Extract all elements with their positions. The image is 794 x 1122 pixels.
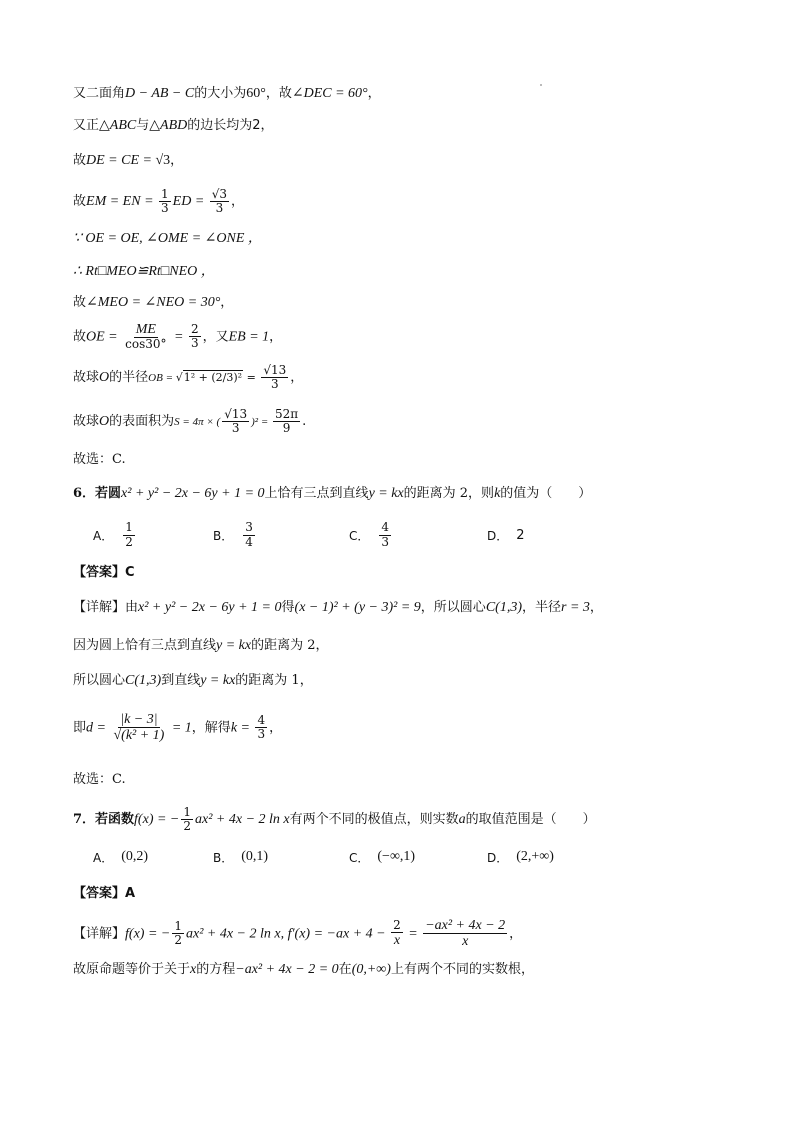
math: ax² + 4x − 2 ln x <box>195 812 290 828</box>
solution-line-9: 故球O的半径OB = √1² + (2/3)² = $\frac{√13}{3}$ ， <box>73 363 304 392</box>
option-d[interactable]: D． 2 <box>487 527 525 543</box>
math: x² + y² − 2x − 6y + 1 = 0 <box>121 486 265 501</box>
math: f(x) = − <box>125 926 171 942</box>
solution-line-1 <box>73 86 734 103</box>
math: d = <box>86 720 110 736</box>
text: 的距离为 2，则 <box>403 486 495 501</box>
text: ， <box>170 153 184 168</box>
math: f(x) = − <box>134 812 180 828</box>
question-6-stem <box>73 486 734 503</box>
question-6-detail-5: 故选：C. <box>73 772 126 787</box>
option-a[interactable]: A． (0,2) <box>93 849 149 865</box>
math: y = kx <box>216 638 252 653</box>
math: OB = <box>148 372 176 385</box>
math: ∠MEO = ∠NEO = 30° <box>86 295 221 310</box>
option-c[interactable]: C． $\frac{4}{3}$ <box>349 520 390 549</box>
math: x² + y² − 2x − 6y + 1 = 0 <box>138 600 282 615</box>
math: x <box>190 962 197 977</box>
text: 2 <box>252 118 261 133</box>
question-number: 6．若圆 <box>73 486 122 501</box>
text: ， <box>269 329 283 345</box>
solution-line-2 <box>73 118 734 135</box>
text: 【详解】 <box>73 926 126 942</box>
math: D − AB − C <box>125 86 195 101</box>
math: −ax² + 4x − 2 = 0 <box>235 962 339 977</box>
text: 故 <box>73 295 87 310</box>
text: 的方程 <box>196 962 236 977</box>
text: 故 <box>73 329 87 345</box>
text: 上有两个不同的实数根， <box>390 962 534 977</box>
text: 所以圆心 <box>73 673 126 688</box>
text: 故 <box>73 194 87 210</box>
solution-line-8 <box>73 322 734 352</box>
fraction: $\frac{4}{3}$ <box>257 713 266 742</box>
text: 故原命题等价于关于 <box>73 962 191 977</box>
math: O <box>99 414 110 430</box>
sqrt-expression: 1² + (2/3)² <box>183 371 243 385</box>
math: EM = EN = <box>86 194 158 210</box>
question-7-stem <box>73 806 734 833</box>
text: 在 <box>338 962 352 977</box>
math: ∠DEC = 60° <box>291 86 368 101</box>
fraction: $\frac{ME}{\cos 30^\circ}$ <box>125 322 167 352</box>
text: 即 <box>73 720 87 736</box>
text: ， <box>260 118 274 133</box>
math: (x − 1)² + (y − 3)² = 9 <box>294 600 421 615</box>
text: ， <box>589 600 603 615</box>
text: ，又 <box>202 329 229 345</box>
text: 的距离为 2， <box>251 638 329 653</box>
question-7-options <box>93 840 693 874</box>
text: ， <box>509 926 523 942</box>
fraction: $\frac{\text{−ax² + 4x − 2}}{x}$ <box>425 918 506 950</box>
math: k = <box>230 720 254 736</box>
math: y = kx <box>368 486 404 501</box>
text: 的表面积为 <box>109 414 175 430</box>
fraction: $\frac{1}{2}$ <box>174 919 182 948</box>
math: r = 3 <box>561 600 590 615</box>
solution-line-5: ∵ OE = OE, ∠OME = ∠ONE ， <box>73 231 262 246</box>
text: 又正 <box>73 118 100 133</box>
question-6-detail-3 <box>73 673 734 690</box>
fraction: $\frac{√13}{3}$ <box>263 363 287 392</box>
fraction: $\frac{|k - 3|}{\text{√(k² + 1)}}$ <box>113 712 165 744</box>
question-6-options <box>93 518 693 552</box>
text: 得 <box>281 600 295 615</box>
math: 60° <box>246 86 266 101</box>
text: 故球 <box>73 414 100 430</box>
math: a <box>458 812 466 828</box>
math: EB = 1 <box>228 329 270 345</box>
text: ， <box>367 86 381 101</box>
math: ED = <box>172 194 208 210</box>
math: S = 4π × ( <box>174 416 221 429</box>
text: 的距离为 1， <box>235 673 313 688</box>
text: ， <box>269 720 283 736</box>
question-7-detail-1 <box>73 918 734 950</box>
math: = <box>404 926 422 942</box>
text: ，半径 <box>521 600 561 615</box>
question-number: 7．若函数 <box>73 812 135 828</box>
text: 又二面角 <box>73 86 126 101</box>
text: 到直线 <box>161 673 201 688</box>
math: C(1,3) <box>125 673 162 688</box>
math: √3 <box>155 153 171 168</box>
math: △ABD <box>149 118 188 133</box>
math: O <box>99 370 110 386</box>
solution-line-7 <box>73 295 734 312</box>
text: 故 <box>73 153 87 168</box>
fraction: $\frac{√3}{3}$ <box>211 187 228 216</box>
text: 的大小为 <box>194 86 247 101</box>
solution-line-11: 故选：C. <box>73 452 126 467</box>
math: OE = <box>86 329 122 345</box>
fraction: $\frac{√13}{3}$ <box>224 407 248 436</box>
solution-line-10 <box>73 408 734 435</box>
question-6-detail-1 <box>73 600 734 617</box>
text: 的值为（ ） <box>500 486 592 501</box>
math: C(1,3) <box>485 600 522 615</box>
text: . <box>302 414 307 430</box>
math: (0,+∞) <box>351 962 391 977</box>
solution-line-3 <box>73 153 734 170</box>
text: 的取值范围是（ ） <box>465 812 596 828</box>
math: y = kx <box>200 673 236 688</box>
text: 故球 <box>73 370 100 386</box>
fraction: $\frac{1}{3}$ <box>161 187 169 216</box>
solution-line-4 <box>73 188 734 215</box>
math: k <box>494 486 501 501</box>
question-6-detail-4 <box>73 712 734 744</box>
question-6-detail-2 <box>73 638 734 655</box>
text: ， <box>220 295 234 310</box>
question-7-detail-2 <box>73 962 734 979</box>
text: 因为圆上恰有三点到直线 <box>73 638 217 653</box>
math: = <box>170 329 187 345</box>
fraction: $\frac{1}{2}$ <box>183 805 192 834</box>
text: ， <box>290 370 304 386</box>
text: ，解得 <box>191 720 231 736</box>
math: DE = CE = <box>86 153 156 168</box>
fraction: $\frac{2}{x}$ <box>393 918 401 949</box>
text: 有两个不同的极值点，则实数 <box>289 812 459 828</box>
text: 的边长均为 <box>187 118 253 133</box>
option-c[interactable]: C． (−∞,1) <box>349 849 416 865</box>
text: ，所以圆心 <box>420 600 486 615</box>
math: )² = <box>251 416 271 429</box>
fraction: $\frac{2}{3}$ <box>190 322 199 351</box>
solution-line-6: ∴ Rt□MEO≌Rt□NEO ， <box>73 264 215 279</box>
option-b[interactable]: B． (0,1) <box>213 849 269 865</box>
text: 【详解】由 <box>73 600 139 615</box>
math: △ABC <box>99 118 137 133</box>
text: ，故 <box>265 86 292 101</box>
option-d[interactable]: D． (2,+∞) <box>487 849 554 865</box>
question-7-answer: 【答案】A <box>73 886 136 901</box>
question-6-answer: 【答案】C <box>73 565 135 580</box>
option-a[interactable]: A． $\frac{1}{2}$ <box>93 520 133 549</box>
math: = 1 <box>168 720 192 736</box>
math: = <box>243 371 260 385</box>
text: 上恰有三点到直线 <box>264 486 369 501</box>
math: ax² + 4x − 2 ln x, f′(x) = −ax + 4 − <box>185 926 390 942</box>
text: ， <box>231 194 245 210</box>
option-b[interactable]: B． $\frac{3}{4}$ <box>213 520 253 549</box>
text: 与 <box>136 118 150 133</box>
fraction: $\frac{52\pi}{9}$ <box>275 407 299 436</box>
text: 的半径 <box>109 370 149 386</box>
